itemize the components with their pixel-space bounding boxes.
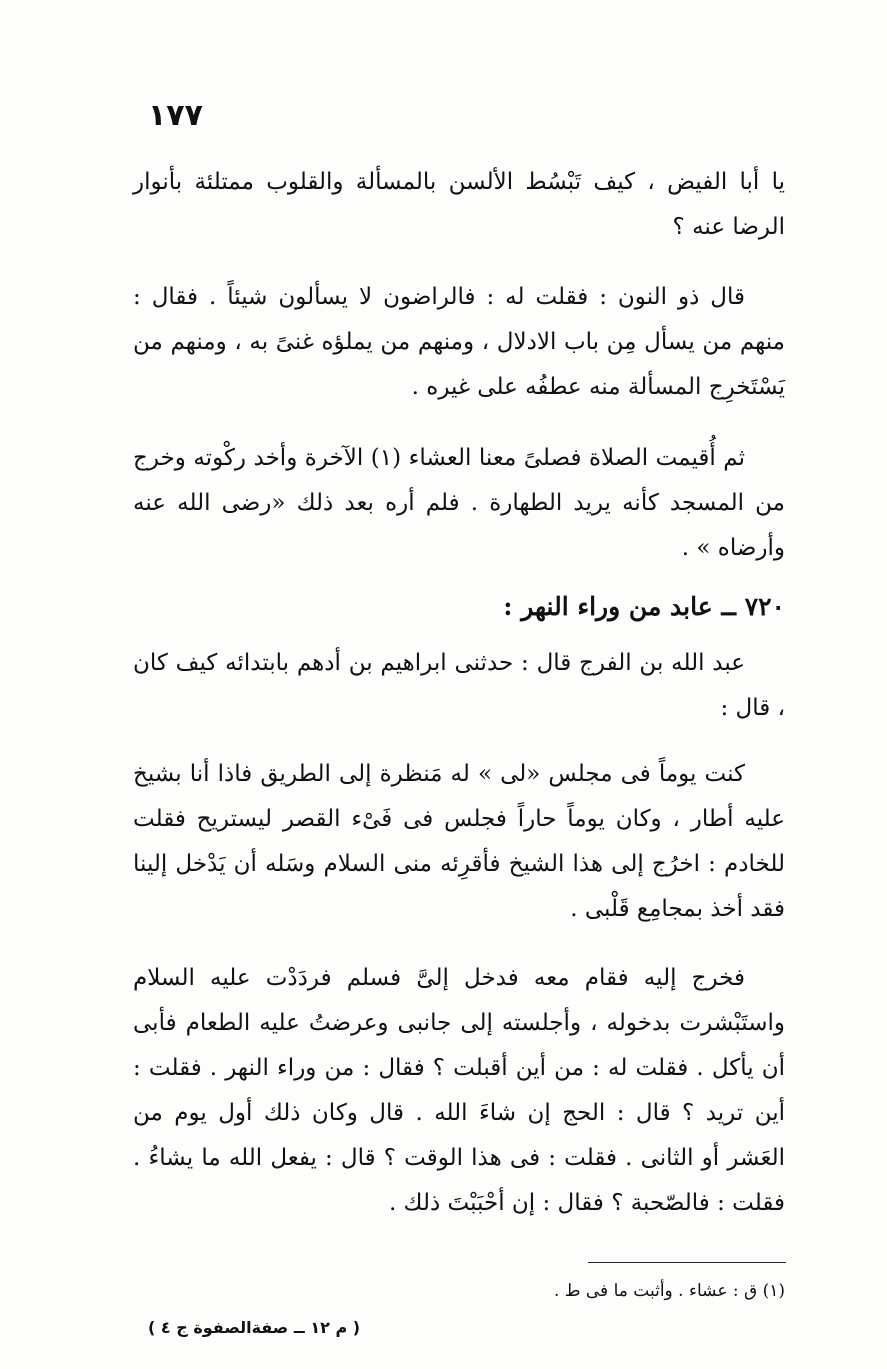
signature-mark: ( م ١٢ ــ صفةالصفوة ج ٤ ) (148, 1318, 361, 1337)
footnote-divider (588, 1262, 786, 1263)
paragraph-3-text: ثم أُقيمت الصلاة فصلىً معنا العشاء (١) الآخرة وأخد ركْوته وخرج من المسجد كأنه يريد الطهارة . فلم أره بعد ذلك «رضى الله عنه وأرضاه » . (133, 445, 785, 561)
section-paragraph-2 (133, 752, 785, 932)
section-paragraph-2-text: كنت يوماً فى مجلس «لى » له مَنظرة إلى الطريق فاذا أنا بشيخ عليه أطار ، وكان يوماً حاراً فجلس فى فَىْء القصر ليستريح فقلت للخادم : اخرُج إلى هذا الشيخ فأقرِئه منى السلام وسَله أن يَدْخل إلينا فقد أخذ بمجامِع قَلْبى . (133, 761, 785, 922)
section-paragraph-1-text: عبد الله بن الفرج قال : حدثنى ابراهيم بن أدهم بابتدائه كيف كان ، قال : (133, 650, 785, 721)
paragraph-2 (133, 275, 785, 410)
section-paragraph-1 (133, 641, 785, 731)
section-paragraph-3-text: فخرج إليه فقام معه فدخل إلىَّ فسلم فردَدْت عليه السلام واستَبْشرت بدخوله ، وأجلسته إلى جانبى وعرضتُ عليه الطعام فأبى أن يأكل . فقلت له : من أين أقبلت ؟ فقال : من وراء النهر . فقلت : أين تريد ؟ قال : الحج إن شاءَ الله . قال وكان ذلك أول يوم من العَشر أو الثانى . فقلت : فى هذا الوقت ؟ قال : يفعل الله ما يشاءُ . فقلت : فالصّحبة ؟ فقال : إن أحْبَبْتَ ذلك . (133, 965, 785, 1216)
section-paragraph-3 (133, 956, 785, 1226)
section-heading: ٧٢٠ ــ عابد من وراء النهر : (503, 592, 785, 621)
page-number: ١٧٧ (148, 98, 203, 133)
paragraph-3 (133, 436, 785, 571)
paragraph-1: يا أبا الفيض ، كيف تَبْسُط الألسن بالمسألة والقلوب ممتلئة بأنوار الرضا عنه ؟ (133, 169, 785, 240)
paragraph-2-text: قال ذو النون : فقلت له : فالراضون لا يسألون شيئاً . فقال : منهم من يسأل مِن باب الادلال ، ومنهم من يملؤه غنىً به ، ومنهم من يَسْتَخرِج المسألة منه عطفُه على غيره . (133, 284, 785, 400)
footnote: (١) ق : عشاء . وأثبت ما فى ط . (553, 1281, 785, 1301)
